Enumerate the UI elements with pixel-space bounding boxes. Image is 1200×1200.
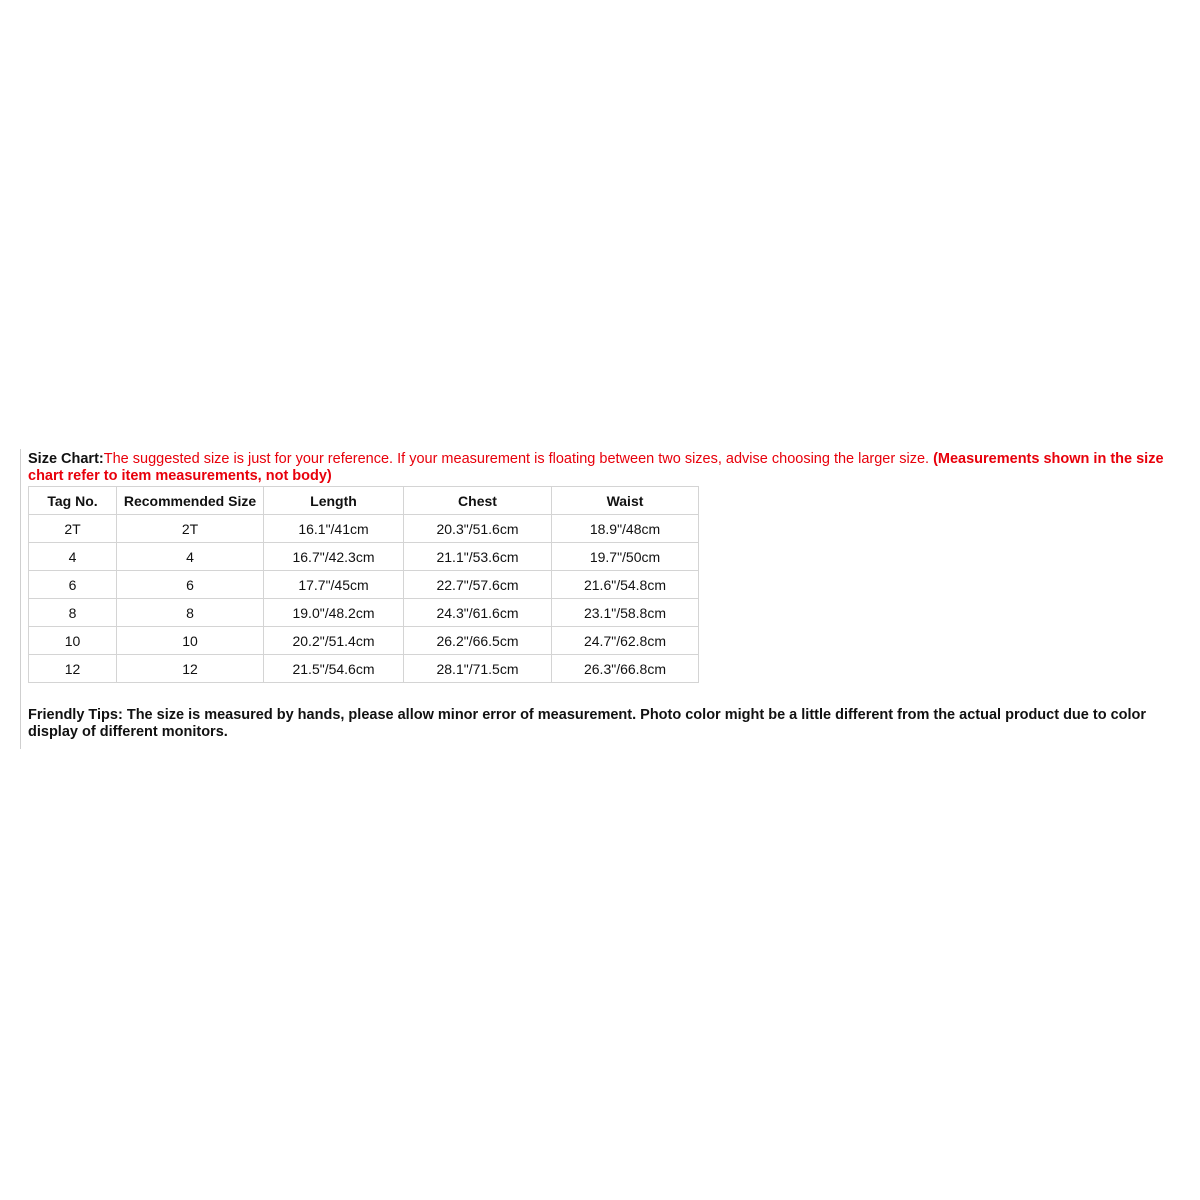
header-recommended-size: Recommended Size [117, 487, 264, 515]
friendly-tips: Friendly Tips: The size is measured by hands, please allow minor error of measurement. Photo color might be a little different from the actual product due to color display of different monitors. [28, 707, 1147, 740]
header-length: Length [264, 487, 404, 515]
cell-recommended-size: 8 [117, 599, 264, 627]
cell-chest: 21.1"/53.6cm [404, 543, 552, 571]
size-chart-note: The suggested size is just for your reference. If your measurement is floating between two sizes, advise choosing the larger size. [103, 451, 934, 467]
cell-waist: 21.6"/54.8cm [552, 571, 699, 599]
cell-waist: 18.9"/48cm [552, 515, 699, 543]
size-chart-section [20, 449, 1180, 749]
cell-recommended-size: 6 [117, 571, 264, 599]
cell-length: 17.7"/45cm [264, 571, 404, 599]
cell-length: 20.2"/51.4cm [264, 627, 404, 655]
cell-tag-no: 12 [29, 655, 117, 683]
size-chart-label: Size Chart: [28, 451, 104, 467]
table-row [29, 571, 699, 599]
table-row [29, 515, 699, 543]
table-row [29, 543, 699, 571]
cell-length: 19.0"/48.2cm [264, 599, 404, 627]
cell-chest: 24.3"/61.6cm [404, 599, 552, 627]
cell-waist: 26.3"/66.8cm [552, 655, 699, 683]
table-header-row [29, 487, 699, 515]
cell-tag-no: 6 [29, 571, 117, 599]
header-waist: Waist [552, 487, 699, 515]
table-row [29, 627, 699, 655]
cell-chest: 28.1"/71.5cm [404, 655, 552, 683]
cell-tag-no: 8 [29, 599, 117, 627]
cell-recommended-size: 12 [117, 655, 264, 683]
cell-chest: 20.3"/51.6cm [404, 515, 552, 543]
cell-tag-no: 2T [29, 515, 117, 543]
size-chart-emphasis: (Measurements shown in the size chart refer to item measurements, not body) [28, 451, 1164, 484]
cell-length: 16.1"/41cm [264, 515, 404, 543]
cell-waist: 23.1"/58.8cm [552, 599, 699, 627]
cell-recommended-size: 10 [117, 627, 264, 655]
header-chest: Chest [404, 487, 552, 515]
cell-chest: 22.7"/57.6cm [404, 571, 552, 599]
size-table [28, 486, 699, 683]
header-tag-no: Tag No. [29, 487, 117, 515]
cell-recommended-size: 4 [117, 543, 264, 571]
cell-chest: 26.2"/66.5cm [404, 627, 552, 655]
cell-tag-no: 10 [29, 627, 117, 655]
table-row [29, 655, 699, 683]
cell-length: 21.5"/54.6cm [264, 655, 404, 683]
table-row [29, 599, 699, 627]
cell-waist: 24.7"/62.8cm [552, 627, 699, 655]
cell-tag-no: 4 [29, 543, 117, 571]
cell-length: 16.7"/42.3cm [264, 543, 404, 571]
size-chart-header [28, 451, 1178, 485]
cell-waist: 19.7"/50cm [552, 543, 699, 571]
cell-recommended-size: 2T [117, 515, 264, 543]
